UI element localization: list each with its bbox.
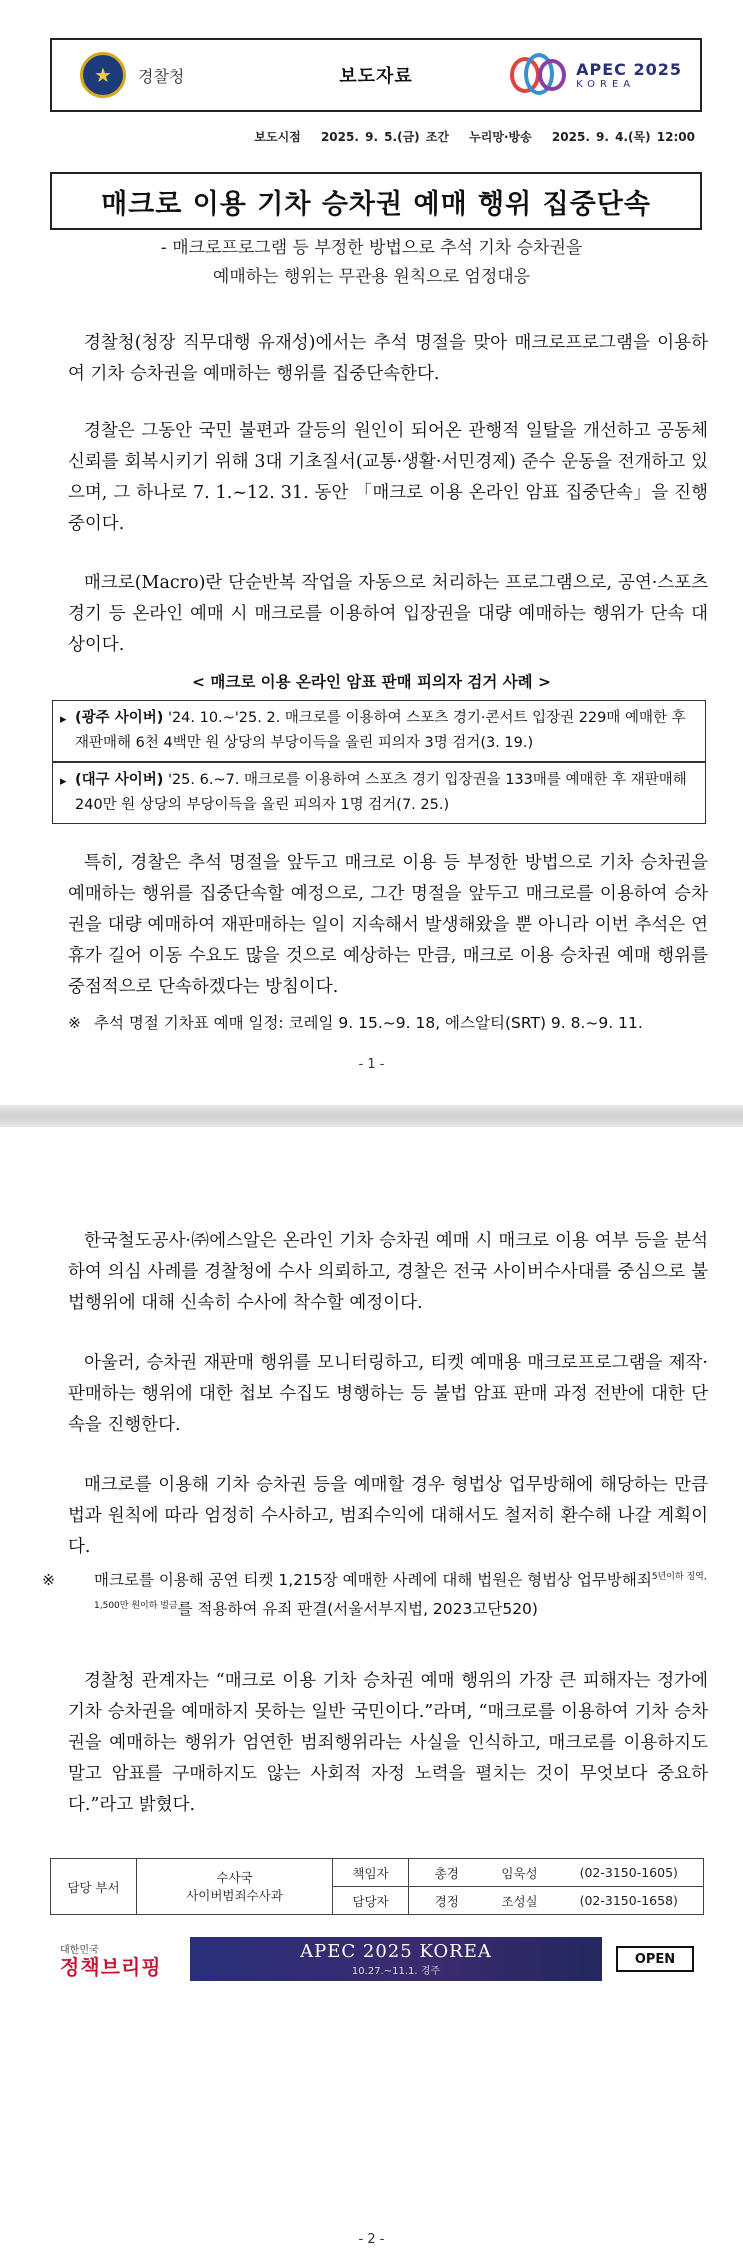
paragraph-8: 경찰청 관계자는 “매크로 이용 기차 승차권 예매 행위의 가장 큰 피해자는 정가에 기차 승차권을 예매하지 못하는 일반 국민이다.”라며, “매크로를 이용하여 기차 승차권을 예매하는 행위가 엄연한 범죄행위라는 사실을 인식하고, 매크로를 이용하지도 말고 암표를 구매하지도 않는 사회적 자정 노력을 펼치는 것이 무엇보다 중요하다.”라고 밝혔다. — [68, 1671, 708, 1815]
page-title: 매크로 이용 기차 승차권 예매 행위 집중단속 — [101, 188, 651, 220]
agency-name: 경찰청 — [138, 66, 185, 86]
page-1 — [0, 0, 743, 1105]
title-box — [50, 172, 702, 230]
release-date: 2025. 9. 5.(금) 조간 — [320, 130, 450, 144]
court-note — [42, 1564, 708, 1622]
dept-name — [137, 1859, 333, 1915]
subtitle — [0, 234, 743, 292]
paragraph-6: 아울러, 승차권 재판매 행위를 모니터링하고, 티켓 예매용 매크로프로그램을 제작·판매하는 행위에 대한 첩보 수집도 병행하는 등 불법 암표 판매 과정 전반에 대한 단속을 진행한다. — [68, 1353, 708, 1435]
paragraph-7: 매크로를 이용해 기차 승차권 등을 예매할 경우 형법상 업무방해에 해당하는 만큼 법과 원칙에 따라 엄정히 수사하고, 범죄수익에 대해서도 철저히 환수해 나갈 계획이다. — [68, 1475, 708, 1557]
apec-banner-date: 10.27.~11.1. 경주 — [351, 1966, 441, 1977]
contact-role: 책임자 — [333, 1859, 409, 1887]
case-text: '25. 6.~7. 매크로를 이용하여 스포츠 경기 입장권을 133매를 예매한 후 재판매해 240만 원 상당의 부당이득을 올린 피의자 1명 검거(7. 25.) — [75, 772, 687, 813]
agency-block — [52, 52, 252, 98]
subtitle-line-2: 예매하는 행위는 무관용 원칙으로 엄정대응 — [212, 267, 531, 287]
header-box — [50, 38, 702, 112]
open-license-icon: OPEN — [616, 1946, 694, 1972]
online-label: 누리망·방송 — [469, 130, 532, 144]
online-date: 2025. 9. 4.(목) 12:00 — [551, 130, 695, 144]
note-text-b: 를 적용하여 유죄 판결(서울서부지법, 2023고단520) — [177, 1600, 538, 1619]
apec-banner-title: APEC 2025 KOREA — [300, 1941, 492, 1962]
paragraph-5: 한국철도공사·㈜에스알은 온라인 기차 승차권 예매 시 매크로 이용 여부 등을 분석하여 의심 사례를 경찰청에 수사 의뢰하고, 경찰은 전국 사이버수사대를 중심으로 불법행위에 대해 신속히 수사에 착수할 예정이다. — [68, 1231, 708, 1313]
apec-logo-text: APEC 2025 — [576, 60, 682, 79]
apec-logo-block — [500, 51, 700, 99]
contact-role: 담당자 — [333, 1887, 409, 1915]
case-item — [52, 762, 706, 824]
contact-phone: (02-3150-1605) — [555, 1859, 704, 1887]
footer-banners — [60, 1935, 700, 1983]
case-label: (대구 사이버) — [75, 772, 164, 788]
page-number-2: - 2 - — [358, 2232, 385, 2247]
dept-label: 담당 부서 — [51, 1859, 137, 1915]
note-text: 추석 명절 기차표 예매 일정: 코레일 9. 15.~9. 18, 에스알티(SRT) 9. 8.~9. 11. — [94, 1014, 643, 1032]
paragraph-3: 매크로(Macro)란 단순반복 작업을 자동으로 처리하는 프로그램으로, 공연·스포츠 경기 등 온라인 예매 시 매크로를 이용하여 입장권을 대량 예매하는 행위가 단속 대상이다. — [68, 573, 708, 655]
schedule-note — [68, 1010, 708, 1036]
release-label: 보도시점 — [254, 130, 301, 144]
page-separator — [0, 1105, 743, 1127]
note-text-a: 매크로를 이용해 공연 티켓 1,215장 예매한 사례에 대해 법원은 형법상 업무방해죄 — [94, 1571, 652, 1590]
gov-logo-big: 정책브리핑 — [60, 1955, 162, 1979]
contact-phone: (02-3150-1658) — [555, 1887, 704, 1915]
note-penalty: 5년이하 징역, 1,500만 원이하 벌금 — [94, 1572, 707, 1612]
note-mark: ※ — [42, 1571, 55, 1590]
apec-banner[interactable] — [190, 1937, 602, 1981]
contact-name: 임욱성 — [485, 1859, 555, 1887]
case-heading: < 매크로 이용 온라인 암표 판매 피의자 검거 사례 > — [191, 673, 552, 691]
dept-line-1: 수사국 — [216, 1869, 253, 1885]
paragraph-1: 경찰청(청장 직무대행 유재성)에서는 추석 명절을 맞아 매크로프로그램을 이용하여 기차 승차권을 예매하는 행위를 집중단속한다. — [68, 333, 708, 384]
page-number-1: - 1 - — [358, 1057, 385, 1072]
paragraph-2: 경찰은 그동안 국민 불편과 갈등의 원인이 되어온 관행적 일탈을 개선하고 공동체 신뢰를 회복시키기 위해 3대 기초질서(교통·생활·서민경제) 준수 운동을 전개하고 있으며, 그 하나로 7. 1.~12. 31. 동안 「매크로 이용 온라인 암표 집중단속」을 진행 중이다. — [68, 421, 708, 534]
contact-rank: 총경 — [409, 1859, 485, 1887]
note-mark: ※ — [68, 1014, 81, 1032]
apec-logo-subtext: KOREA — [576, 79, 636, 90]
doc-type: 보도자료 — [339, 66, 413, 87]
dept-line-2: 사이버범죄수사과 — [186, 1887, 283, 1903]
case-text: '24. 10.~'25. 2. 매크로를 이용하여 스포츠 경기·콘서트 입장권 229매 예매한 후 재판매해 6천 4백만 원 상당의 부당이득을 올린 피의자 3명 검거(3. 19.) — [75, 710, 686, 751]
paragraph-4: 특히, 경찰은 추석 명절을 앞두고 매크로 이용 등 부정한 방법으로 기차 승차권을 예매하는 행위를 집중단속할 예정으로, 그간 명절을 앞두고 매크로를 이용하여 승차권을 대량 예매하여 재판매하는 일이 지속해서 발생해왔을 뿐 아니라 이번 추석은 연휴가 길어 이동 수요도 많을 것으로 예상하는 만큼, 매크로 이용 승차권 예매 행위를 중점적으로 단속하겠다는 방침이다. — [68, 853, 708, 997]
subtitle-line-1: - 매크로프로그램 등 부정한 방법으로 추석 기차 승차권을 — [160, 238, 583, 258]
contact-table — [50, 1858, 704, 1915]
gov-logo-small: 대한민국 — [60, 1945, 99, 1956]
apec-logo-icon — [510, 51, 570, 99]
release-timing — [254, 128, 695, 145]
contact-rank: 경정 — [409, 1887, 485, 1915]
gov-briefing-logo[interactable] — [60, 1943, 170, 1979]
contact-name: 조성실 — [485, 1887, 555, 1915]
case-item — [52, 700, 706, 762]
case-label: (광주 사이버) — [75, 710, 164, 726]
police-emblem-icon — [80, 52, 126, 98]
